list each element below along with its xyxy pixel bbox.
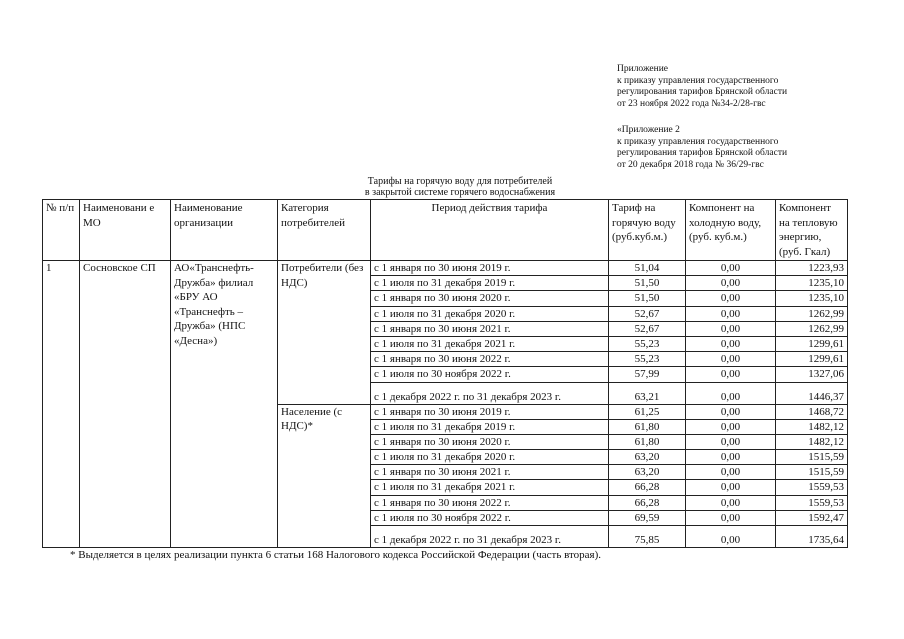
cell-tariff: 51,04 — [609, 261, 686, 276]
cell-tariff: 66,28 — [609, 480, 686, 495]
cell-tariff: 63,20 — [609, 450, 686, 465]
cell-heat: 1327,06 — [776, 367, 848, 382]
cell-tariff: 61,80 — [609, 419, 686, 434]
cell-period: с 1 июля по 30 ноября 2022 г. — [371, 510, 609, 525]
cell-cold: 0,00 — [686, 526, 776, 548]
cell-category: Население (с НДС)* — [278, 404, 371, 548]
cell-cold: 0,00 — [686, 495, 776, 510]
cell-tariff: 69,59 — [609, 510, 686, 525]
cell-tariff: 66,28 — [609, 495, 686, 510]
cell-cold: 0,00 — [686, 382, 776, 404]
appendix-note-line: «Приложение 2 — [617, 125, 680, 135]
cell-period: с 1 июля по 31 декабря 2019 г. — [371, 419, 609, 434]
document-title — [300, 176, 620, 198]
appendix-note-line: от 23 ноября 2022 года №34-2/28-гвс — [617, 98, 766, 109]
cell-cold: 0,00 — [686, 367, 776, 382]
cell-heat: 1262,99 — [776, 306, 848, 321]
cell-period: с 1 декабря 2022 г. по 31 декабря 2023 г. — [371, 526, 609, 548]
cell-period: с 1 декабря 2022 г. по 31 декабря 2023 г. — [371, 382, 609, 404]
cell-period: с 1 января по 30 июня 2021 г. — [371, 465, 609, 480]
cell-heat: 1223,93 — [776, 261, 848, 276]
header-org: Наименование организации — [171, 200, 278, 261]
cell-heat: 1468,72 — [776, 404, 848, 419]
cell-period: с 1 января по 30 июня 2021 г. — [371, 321, 609, 336]
cell-cold: 0,00 — [686, 321, 776, 336]
cell-cold: 0,00 — [686, 404, 776, 419]
cell-tariff: 55,23 — [609, 336, 686, 351]
cell-tariff: 52,67 — [609, 306, 686, 321]
cell-cold: 0,00 — [686, 261, 776, 276]
cell-tariff: 51,50 — [609, 291, 686, 306]
appendix-note-line: регулирования тарифов Брянской области — [617, 148, 788, 158]
cell-cold: 0,00 — [686, 352, 776, 367]
cell-tariff: 51,50 — [609, 276, 686, 291]
cell-heat: 1446,37 — [776, 382, 848, 404]
cell-period: с 1 июля по 31 декабря 2020 г. — [371, 306, 609, 321]
cell-period: с 1 июля по 31 декабря 2021 г. — [371, 480, 609, 495]
cell-tariff: 52,67 — [609, 321, 686, 336]
table-body — [43, 261, 848, 548]
cell-heat: 1262,99 — [776, 321, 848, 336]
cell-cold: 0,00 — [686, 419, 776, 434]
cell-heat: 1559,53 — [776, 480, 848, 495]
cell-period: с 1 июля по 31 декабря 2020 г. — [371, 450, 609, 465]
cell-num: 1 — [43, 261, 80, 548]
cell-cold: 0,00 — [686, 465, 776, 480]
cell-org: АО«Транснефть-Дружба» филиал «БРУ АО «Транснефть – Дружба» (НПС «Десна») — [171, 261, 278, 548]
cell-heat: 1299,61 — [776, 352, 848, 367]
appendix-note-line: к приказу управления государственного — [617, 75, 779, 86]
cell-period: с 1 января по 30 июня 2019 г. — [371, 404, 609, 419]
tariff-table — [42, 199, 848, 548]
cell-cold: 0,00 — [686, 450, 776, 465]
appendix-note-line: к приказу управления государственного — [617, 136, 779, 147]
appendix-note-line: Приложение — [617, 64, 668, 74]
title-line-2: в закрытой системе горячего водоснабжения — [364, 187, 556, 198]
table-header-row — [43, 200, 848, 261]
cell-tariff: 63,21 — [609, 382, 686, 404]
cell-period: с 1 июля по 31 декабря 2019 г. — [371, 276, 609, 291]
cell-tariff: 61,25 — [609, 404, 686, 419]
cell-cold: 0,00 — [686, 434, 776, 449]
cell-tariff: 75,85 — [609, 526, 686, 548]
table-row — [43, 261, 848, 276]
cell-cold: 0,00 — [686, 291, 776, 306]
appendix-note-line: от 20 декабря 2018 года № 36/29-гвс — [617, 159, 764, 170]
cell-tariff: 63,20 — [609, 465, 686, 480]
header-category: Категория потребителей — [278, 200, 371, 261]
cell-period: с 1 января по 30 июня 2022 г. — [371, 352, 609, 367]
cell-heat: 1515,59 — [776, 465, 848, 480]
cell-cold: 0,00 — [686, 336, 776, 351]
cell-period: с 1 января по 30 июня 2019 г. — [371, 261, 609, 276]
appendix-note-2 — [617, 125, 897, 171]
cell-heat: 1515,59 — [776, 450, 848, 465]
cell-tariff: 61,80 — [609, 434, 686, 449]
header-period: Период действия тарифа — [371, 200, 609, 261]
cell-heat: 1482,12 — [776, 434, 848, 449]
header-heat: Компонент на тепловую энергию, (руб. Гкал) — [776, 200, 848, 261]
cell-period: с 1 июля по 31 декабря 2021 г. — [371, 336, 609, 351]
cell-period: с 1 января по 30 июня 2020 г. — [371, 434, 609, 449]
cell-cold: 0,00 — [686, 480, 776, 495]
cell-heat: 1482,12 — [776, 419, 848, 434]
title-line-1: Тарифы на горячую воду для потребителей — [367, 176, 553, 187]
header-tariff: Тариф на горячую воду (руб.куб.м.) — [609, 200, 686, 261]
header-cold: Компонент на холодную воду, (руб. куб.м.) — [686, 200, 776, 261]
cell-period: с 1 января по 30 июня 2020 г. — [371, 291, 609, 306]
cell-tariff: 55,23 — [609, 352, 686, 367]
header-num: № п/п — [43, 200, 80, 261]
cell-cold: 0,00 — [686, 510, 776, 525]
appendix-note-line: регулирования тарифов Брянской области — [617, 87, 788, 97]
cell-heat: 1299,61 — [776, 336, 848, 351]
cell-heat: 1235,10 — [776, 276, 848, 291]
footnote: * Выделяется в целях реализации пункта 6 статьи 168 Налогового кодекса Российской Федерации (часть вторая). — [70, 549, 602, 561]
cell-category: Потребители (без НДС) — [278, 261, 371, 405]
appendix-note-1 — [617, 64, 897, 110]
cell-heat: 1559,53 — [776, 495, 848, 510]
cell-cold: 0,00 — [686, 276, 776, 291]
cell-heat: 1235,10 — [776, 291, 848, 306]
header-mo: Наименовани е МО — [80, 200, 171, 261]
cell-mo: Сосновское СП — [80, 261, 171, 548]
cell-heat: 1592,47 — [776, 510, 848, 525]
cell-heat: 1735,64 — [776, 526, 848, 548]
cell-cold: 0,00 — [686, 306, 776, 321]
cell-period: с 1 января по 30 июня 2022 г. — [371, 495, 609, 510]
cell-tariff: 57,99 — [609, 367, 686, 382]
cell-period: с 1 июля по 30 ноября 2022 г. — [371, 367, 609, 382]
